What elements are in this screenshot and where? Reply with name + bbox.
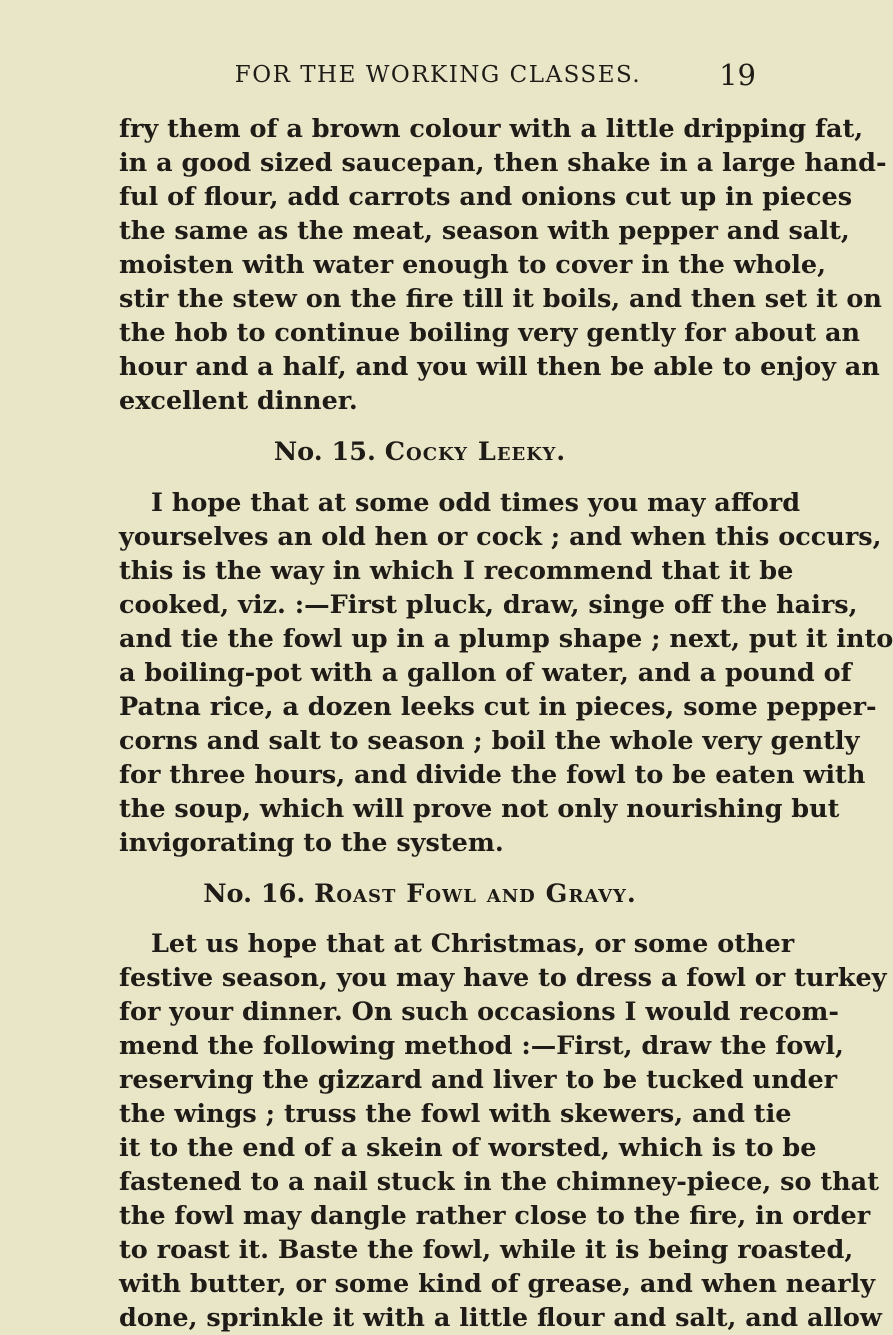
text-line: festive season, you may have to dress a fowl or turkey	[119, 963, 887, 993]
text-line: invigorating to the system.	[119, 828, 504, 858]
recipe-heading	[0, 877, 800, 911]
text-line: fastened to a nail stuck in the chimney-piece, so that	[119, 1167, 879, 1197]
text-line: hour and a half, and you will then be able to enjoy an	[119, 352, 880, 382]
recipe-number: No. 16.	[203, 879, 306, 909]
recipe-heading	[0, 435, 800, 469]
text-line: Let us hope that at Christmas, or some other	[151, 929, 795, 959]
text-line: the same as the meat, season with pepper and salt,	[119, 216, 850, 246]
text-line: excellent dinner.	[119, 386, 358, 416]
text-line: the hob to continue boiling very gently for about an	[119, 318, 861, 348]
text-line: for three hours, and divide the fowl to be eaten with	[119, 760, 866, 790]
text-line: for your dinner. On such occasions I would recom-	[119, 997, 839, 1027]
text-line: this is the way in which I recommend that it be	[119, 556, 794, 586]
text-line: yourselves an old hen or cock ; and when this occurs,	[119, 522, 882, 552]
text-line: ful of flour, add carrots and onions cut up in pieces	[119, 182, 853, 212]
text-line: the soup, which will prove not only nourishing but	[119, 794, 840, 824]
text-line: it to the end of a skein of worsted, which is to be	[119, 1133, 817, 1163]
text-line: Patna rice, a dozen leeks cut in pieces, some pepper-	[119, 692, 877, 722]
running-head	[120, 58, 756, 98]
running-title: FOR THE WORKING CLASSES.	[234, 62, 642, 88]
text-line: moisten with water enough to cover in the whole,	[119, 250, 827, 280]
text-line: a boiling-pot with a gallon of water, and a pound of	[119, 658, 852, 688]
text-line: the wings ; truss the fowl with skewers, and tie	[119, 1099, 792, 1129]
text-line: done, sprinkle it with a little flour and salt, and allow	[119, 1303, 882, 1333]
text-line: fry them of a brown colour with a little dripping fat,	[119, 114, 864, 144]
text-line: mend the following method :—First, draw the fowl,	[119, 1031, 844, 1061]
recipe-number: No. 15.	[273, 437, 376, 467]
text-line: corns and salt to season ; boil the whole very gently	[119, 726, 860, 756]
recipe-title: Cocky Leeky.	[384, 437, 567, 467]
text-line: reserving the gizzard and liver to be tucked under	[119, 1065, 838, 1095]
text-line: in a good sized saucepan, then shake in a large hand-	[119, 148, 887, 178]
text-line: cooked, viz. :—First pluck, draw, singe off the hairs,	[119, 590, 858, 620]
text-line: with butter, or some kind of grease, and when nearly	[119, 1269, 876, 1299]
recipe-title: Roast Fowl and Gravy.	[314, 879, 637, 909]
text-line: stir the stew on the fire till it boils, and then set it on	[119, 284, 882, 314]
page-number: 19	[719, 58, 756, 92]
text-line: and tie the fowl up in a plump shape ; next, put it into	[119, 624, 893, 654]
text-line: to roast it. Baste the fowl, while it is being roasted,	[119, 1235, 854, 1265]
text-line: the fowl may dangle rather close to the fire, in order	[119, 1201, 871, 1231]
text-line: I hope that at some odd times you may afford	[151, 488, 801, 518]
